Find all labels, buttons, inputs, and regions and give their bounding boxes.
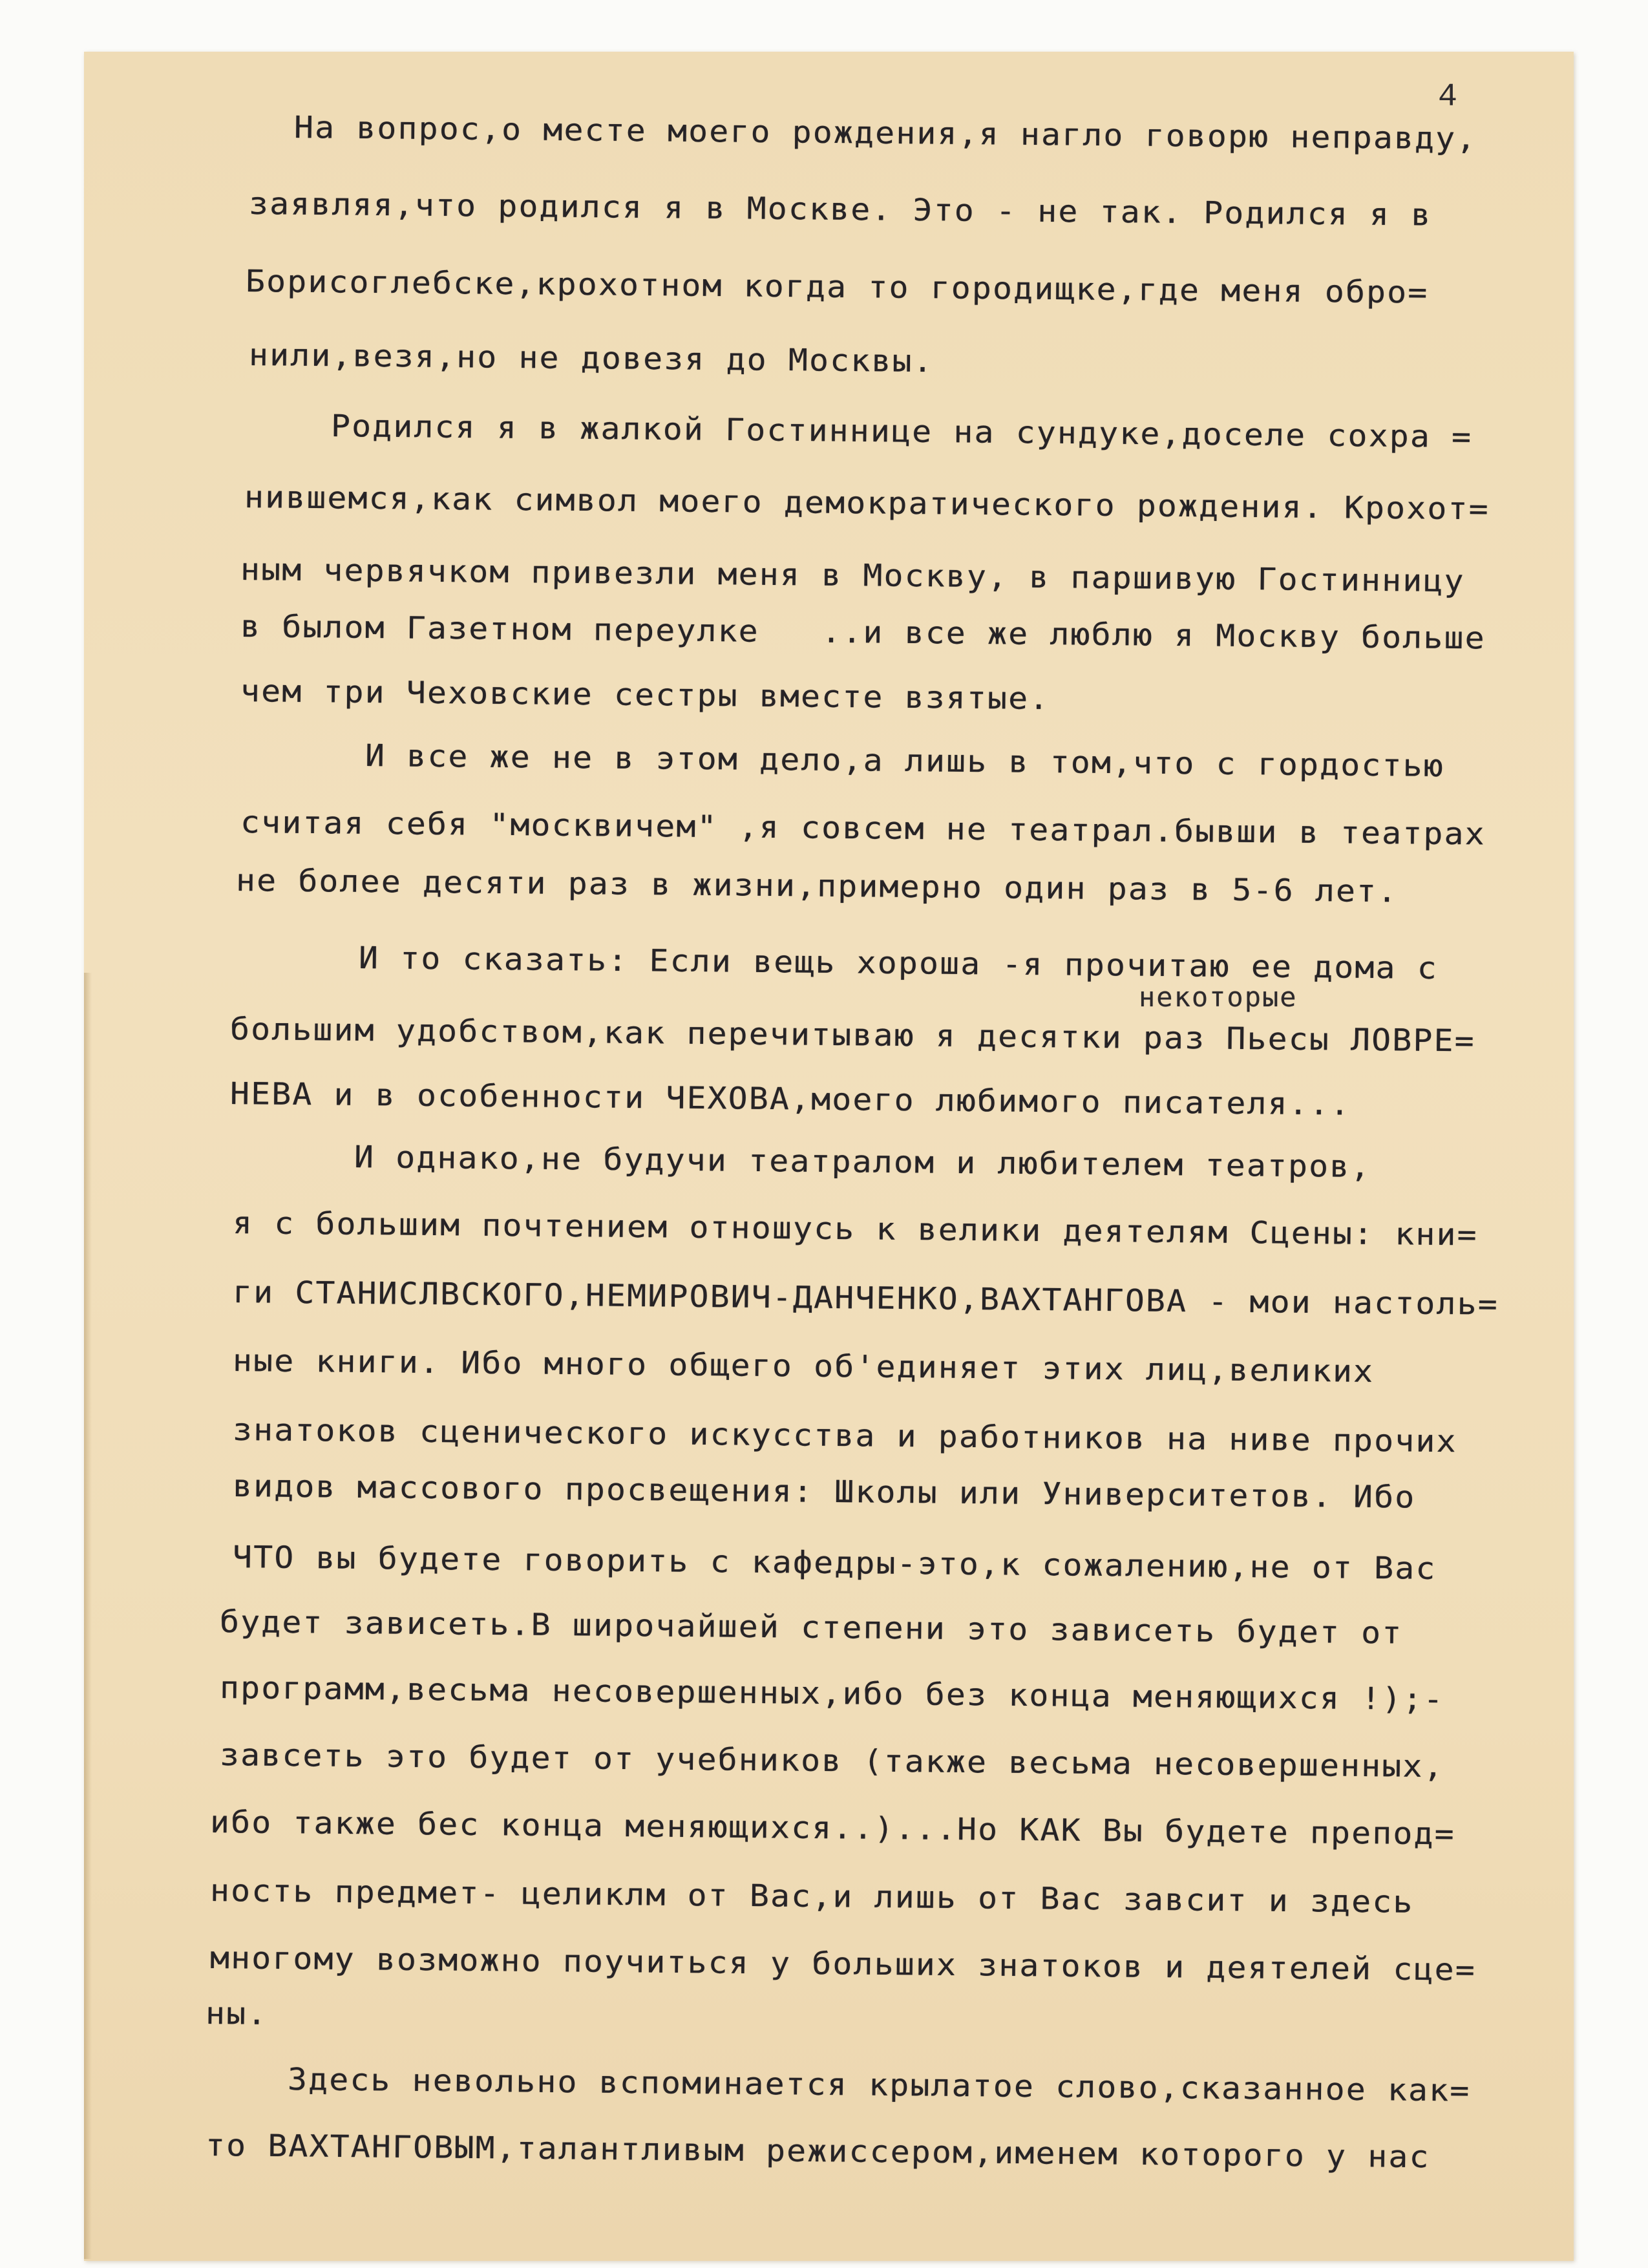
text-line: И однако,не будучи театралом и любителем театров,	[354, 1139, 1371, 1185]
text-line: в былом Газетном переулке ..и все же люблю я Москву больше	[240, 609, 1486, 657]
text-line: ЧТО вы будете говорить с кафедры-это,к сожалению,не от Вас	[232, 1540, 1437, 1587]
paper-edge-shadow	[84, 973, 92, 2259]
text-line: завсеть это будет от учебников (также весьма несовершенных,	[219, 1737, 1444, 1785]
text-line: ные книги. Ибо много общего об'единяет этих лиц,великих	[232, 1343, 1375, 1390]
text-line: будет зависеть.В широчайшей степени это зависеть будет от	[219, 1604, 1403, 1651]
text-line: нившемся,как символ моего демократического рождения. Крохот=	[244, 480, 1490, 527]
text-line: многому возможно поучиться у больших знатоков и деятелей сце=	[209, 1940, 1477, 1988]
text-line: не более десяти раз в жизни,примерно один раз в 5-6 лет.	[235, 863, 1399, 910]
text-line: И все же не в этом дело,а лишь в том,что с гордостью	[364, 738, 1445, 785]
text-line: видов массового просвещения: Школы или Университетов. Ибо	[232, 1468, 1416, 1516]
text-line: ность предмет- целиклм от Вас,и лишь от Вас завсит и здесь	[209, 1873, 1414, 1920]
text-line: Родился я в жалкой Гостиннице на сундуке,доселе сохра =	[330, 408, 1473, 455]
text-line: считая себя "москвичем" ,я совсем не театрал.бывши в театрах	[240, 805, 1486, 853]
text-line: И то сказать: Если вещь хороша -я прочитаю ее дома с	[358, 940, 1439, 987]
text-line: ибо также бес конца меняющихся..)...Но КАК Вы будете препод=	[209, 1805, 1456, 1852]
text-line: заявляя,что родился я в Москве. Это - не так. Родился я в	[248, 186, 1432, 233]
text-line: нили,везя,но не довезя до Москвы.	[248, 337, 934, 380]
text-line: ги СТАНИСЛВСКОГО,НЕМИРОВИЧ-ДАНЧЕНКО,ВАХТАНГОВА - мои настоль=	[232, 1275, 1499, 1322]
text-line: Борисоглебске,крохотном когда то городищке,где меня обро=	[245, 264, 1429, 311]
text-line: знатоков сценического искусства и работников на ниве прочих	[232, 1412, 1457, 1460]
handwritten-insertion: некоторые	[1139, 981, 1298, 1013]
text-line: то ВАХТАНГОВЫМ,талантливым режиссером,именем которого у нас	[205, 2128, 1430, 2176]
text-line: Здесь невольно вспоминается крылатое слово,сказанное как=	[287, 2062, 1471, 2109]
text-line: На вопрос,о месте моего рождения,я нагло говорю неправду,	[293, 110, 1477, 157]
text-line: ны.	[205, 1996, 268, 2032]
text-line: программ,весьма несовершенных,ибо без конца меняющихся !);-	[219, 1670, 1444, 1718]
page-number: 4	[1438, 79, 1458, 116]
text-line: НЕВА и в особенности ЧЕХОВА,моего любимого писателя...	[229, 1076, 1351, 1123]
text-line: ным червячком привезли меня в Москву, в паршивую Гостинницу	[240, 552, 1465, 600]
text-line: я с большим почтением отношусь к велики деятелям Сцены: кни=	[232, 1205, 1479, 1253]
text-line: большим удобством,как перечитываю я десятки раз Пьесы ЛОВРЕ=	[229, 1012, 1476, 1059]
text-line: чем три Чеховские сестры вместе взятые.	[240, 673, 1050, 717]
